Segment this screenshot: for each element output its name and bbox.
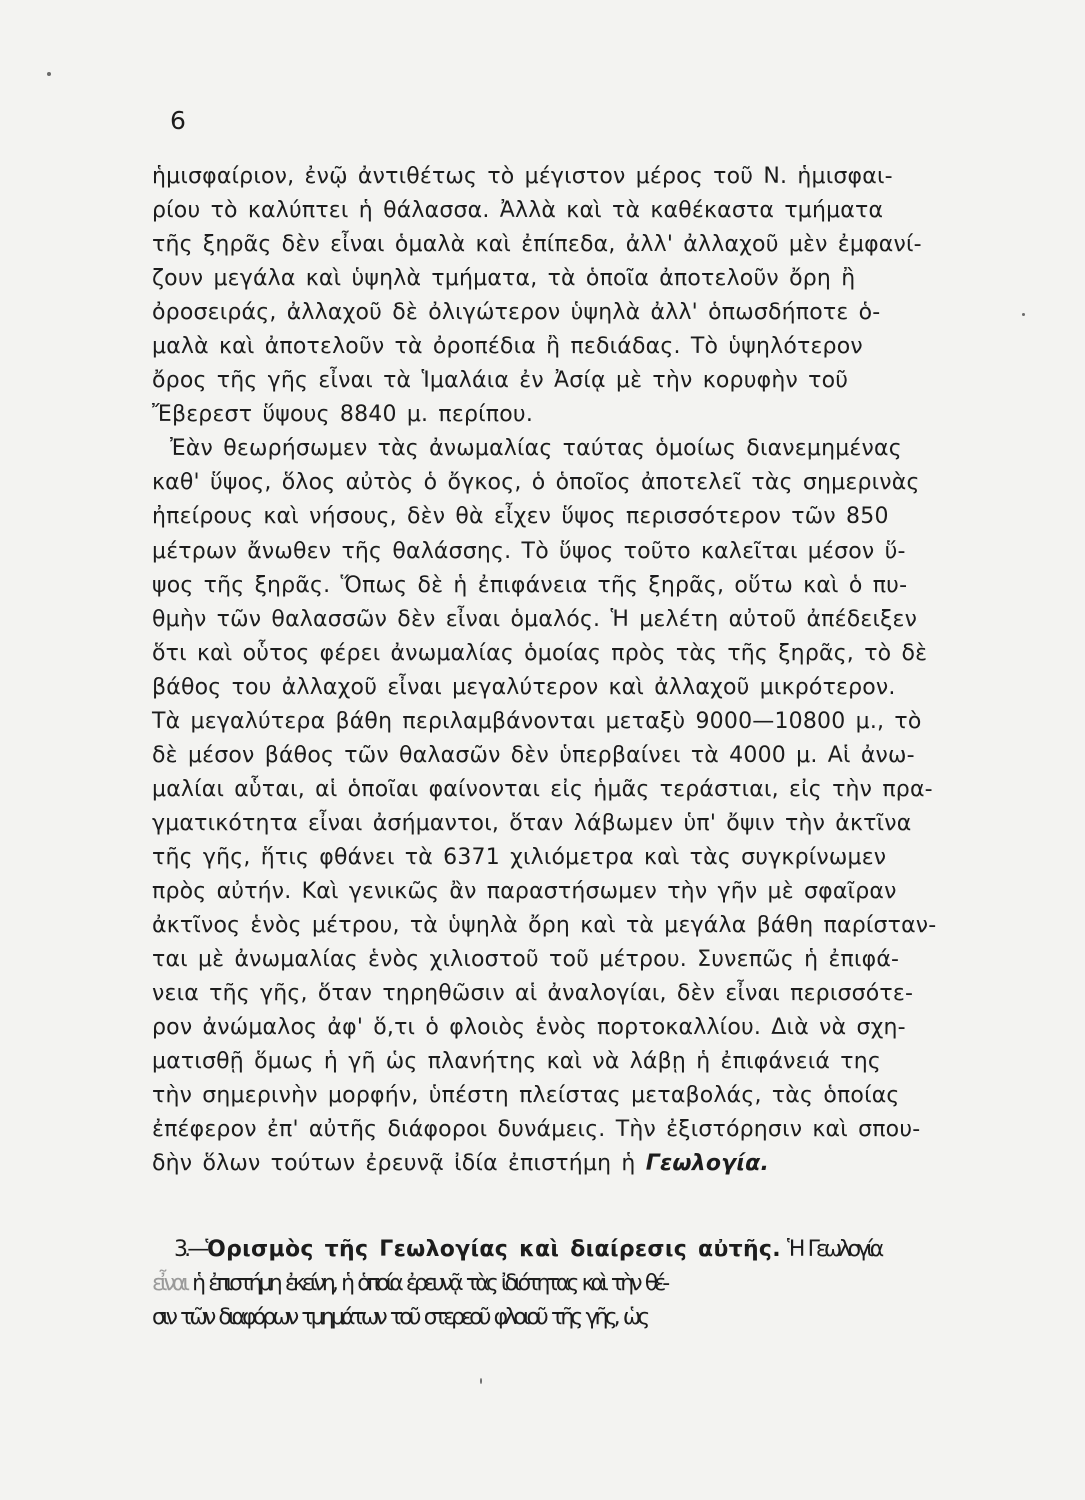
text-line: Τὰ μεγαλύτερα βάθη περιλαμβάνονται μεταξὺ 9000—10800 μ., τὸ [152,708,922,734]
emphasized-term: Γεωλογία. [645,1151,770,1177]
section-text: Ἡ Γεωλογία [780,1237,881,1262]
text-line: ὀροσειράς, ἀλλαχοῦ δὲ ὀλιγώτερον ὑψηλὰ ἀλλ' ὁπωσδήποτε ὁ- [152,300,881,326]
text-line: τὴν σημερινὴν μορφήν, ὑπέστη πλείστας μεταβολάς, τὰς ὁποίας [152,1083,900,1109]
text-line: Ἔβερεστ ὕψους 8840 μ. περίπου. [152,402,534,428]
section-text: ἡ ἐπιστήμη ἐκείνη, ἡ ὁποία ἐρευνᾷ τὰς ἰδιότητας καὶ τὴν θέ- [186,1271,667,1296]
text-line: ἡμισφαίριον, ἐνῷ ἀντιθέτως τὸ μέγιστον μέρος τοῦ Ν. ἡμισφαι- [152,164,893,189]
scan-speck [1022,313,1025,316]
text-line: τῆς γῆς, ἥτις φθάνει τὰ 6371 χιλιόμετρα καὶ τὰς συγκρίνωμεν [152,844,887,870]
faded-word: εἶναι [152,1271,187,1296]
section-3 [152,1233,1012,1335]
text-line: ἠπείρους καὶ νήσους, δὲν θὰ εἶχεν ὕψος περισσότερον τῶν 850 [152,504,889,530]
section-heading-line [152,1233,1012,1267]
text-line: ψος τῆς ξηρᾶς. Ὅπως δὲ ἡ ἐπιφάνεια τῆς ξηρᾶς, οὕτω καὶ ὁ πυ- [152,572,908,598]
section-number: 3.— [174,1237,206,1262]
text-line: μαλὰ καὶ ἀποτελοῦν τὰ ὀροπέδια ἢ πεδιάδας. Τὸ ὑψηλότερον [152,334,863,360]
text-line: πρὸς αὐτήν. Καὶ γενικῶς ἂν παραστήσωμεν τὴν γῆν μὲ σφαῖραν [152,878,897,904]
text-line: μαλίαι αὗται, αἱ ὁποῖαι φαίνονται εἰς ἡμᾶς τεράστιαι, εἰς τὴν πρα- [152,776,933,802]
text-line: μέτρων ἄνωθεν τῆς θαλάσσης. Τὸ ὕψος τοῦτο καλεῖται μέσον ὕ- [152,538,906,564]
text-line: ται μὲ ἀνωμαλίας ἑνὸς χιλιοστοῦ τοῦ μέτρου. Συνεπῶς ἡ ἐπιφά- [152,947,900,973]
text-line: καθ' ὕψος, ὅλος αὐτὸς ὁ ὄγκος, ὁ ὁποῖος ἀποτελεῖ τὰς σημερινὰς [152,470,920,496]
text-line: τῆς ξηρᾶς δὲν εἶναι ὁμαλὰ καὶ ἐπίπεδα, ἀλλ' ἀλλαχοῦ μὲν ἐμφανί- [152,232,922,258]
text-line: ματισθῇ ὅμως ἡ γῆ ὡς πλανήτης καὶ νὰ λάβῃ ἡ ἐπιφάνειά της [152,1049,881,1075]
scan-speck [47,72,51,76]
text-line: ρον ἀνώμαλος ἀφ' ὅ,τι ὁ φλοιὸς ἑνὸς πορτοκαλλίου. Διὰ νὰ σχη- [152,1015,906,1041]
scan-speck [480,1378,482,1384]
text-line: δὲ μέσον βάθος τῶν θαλασῶν δὲν ὑπερβαίνει τὰ 4000 μ. Αἱ ἀνω- [152,742,915,768]
section-text-line [152,1267,1012,1301]
body-text [152,160,992,1181]
section-text-line: σιν τῶν διαφόρων τμημάτων τοῦ στερεοῦ φλοιοῦ τῆς γῆς, ὡς [152,1305,647,1330]
text-line: ρίου τὸ καλύπτει ἡ θάλασσα. Ἀλλὰ καὶ τὰ καθέκαστα τμήματα [152,198,884,224]
text-line: ἀκτῖνος ἑνὸς μέτρου, τὰ ὑψηλὰ ὄρη καὶ τὰ μεγάλα βάθη παρίσταν- [152,913,937,939]
text-line [152,1147,992,1181]
section-title: Ὁρισμὸς τῆς Γεωλογίας καὶ διαίρεσις αὐτῆς. [205,1237,781,1262]
page-number: 6 [170,106,187,135]
text-line: ὄρος τῆς γῆς εἶναι τὰ Ἱμαλάια ἐν Ἀσίᾳ μὲ τὴν κορυφὴν τοῦ [152,368,849,394]
text-line: ὅτι καὶ οὗτος φέρει ἀνωμαλίας ὁμοίας πρὸς τὰς τῆς ξηρᾶς, τὸ δὲ [152,640,928,666]
text-line: ἐπέφερον ἐπ' αὐτῆς διάφοροι δυνάμεις. Τὴν ἐξιστόρησιν καὶ σπου- [152,1117,921,1143]
paragraph-start-line: Ἐὰν θεωρήσωμεν τὰς ἀνωμαλίας ταύτας ὁμοίως διανεμημένας [170,436,902,462]
text-line-content: δὴν ὅλων τούτων ἐρευνᾷ ἰδία ἐπιστήμη ἡ [152,1151,646,1177]
text-line: νεια τῆς γῆς, ὅταν τηρηθῶσιν αἱ ἀναλογίαι, δὲν εἶναι περισσότε- [152,981,914,1007]
text-line: θμὴν τῶν θαλασσῶν δὲν εἶναι ὁμαλός. Ἡ μελέτη αὐτοῦ ἀπέδειξεν [152,606,918,632]
text-line: ζουν μεγάλα καὶ ὑψηλὰ τμήματα, τὰ ὁποῖα ἀποτελοῦν ὄρη ἢ [152,266,856,292]
text-line: γματικότητα εἶναι ἀσήμαντοι, ὅταν λάβωμεν ὑπ' ὄψιν τὴν ἀκτῖνα [152,810,912,836]
text-line: βάθος του ἀλλαχοῦ εἶναι μεγαλύτερον καὶ ἀλλαχοῦ μικρότερον. [152,674,896,700]
